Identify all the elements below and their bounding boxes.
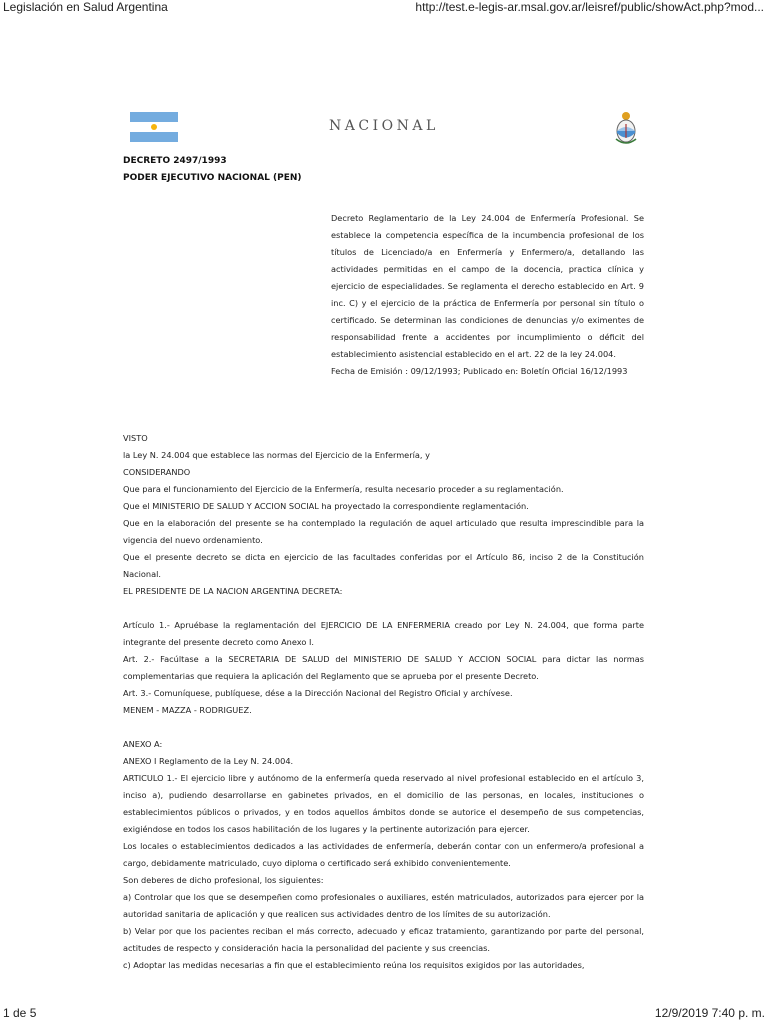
visto-text: la Ley N. 24.004 que establece las normas del Ejercicio de la Enfermería, y — [123, 450, 430, 460]
deber-a: a) Controlar que los que se desempeñen como profesionales o auxiliares, estén matriculados, autorizados para ejercer por la autoridad sanitaria de aplicación y que realicen sus actividades dentro de los límites de su autorización. — [123, 892, 644, 919]
article-1: Artículo 1.- Apruébase la reglamentación del EJERCICIO DE LA ENFERMERIA creado por Ley N. 24.004, que forma parte integrante del presente decreto como Anexo I. — [123, 620, 644, 647]
page-number: 1 de 5 — [3, 1006, 37, 1020]
decree-issuer: PODER EJECUTIVO NACIONAL (PEN) — [123, 173, 302, 183]
signatures: MENEM - MAZZA - RODRIGUEZ. — [123, 705, 252, 715]
summary-text: Decreto Reglamentario de la Ley 24.004 de Enfermería Profesional. Se establece la competencia específica de la incumbencia profesional de los títulos de Licenciado/a en Enfermería y Enfermero/a, detallando las actividades permitidas en el campo de la docencia, practica clínica y ejercicio de especialidades. Se reglamenta el derecho establecido en Art. 9 inc. C) y el ejercicio de la práctica de Enfermería por personal sin título o certificado. Se determinan las condiciones de denuncias y/o eximentes de responsabilidad frente a accidentes por incumplimiento o déficit del establecimiento asistencial establecido en el art. 22 de la ley 24.004. — [331, 213, 644, 359]
deber-c: c) Adoptar las medidas necesarias a fin que el establecimiento reúna los requisitos exigidos por las autoridades, — [123, 960, 585, 970]
locales-paragraph: Los locales o establecimientos dedicados a las actividades de enfermería, deberán contar con un enfermero/a profesional a cargo, debidamente matriculado, cuyo diploma o certificado será exhibido convenientemente. — [123, 841, 644, 868]
print-footer — [0, 1006, 768, 1022]
decree-body — [123, 430, 644, 974]
considerando-1: Que para el funcionamiento del Ejercicio de la Enfermería, resulta necesario proceder a su reglamentación. — [123, 484, 564, 494]
considerando-4: Que el presente decreto se dicta en ejercicio de las facultades conferidas por el Artículo 86, inciso 2 de la Constitución Nacional. — [123, 552, 644, 579]
decree-block — [123, 153, 302, 187]
print-header — [0, 0, 768, 16]
argentina-flag-icon — [130, 112, 178, 142]
nacional-heading: NACIONAL — [329, 118, 439, 134]
decree-number: DECRETO 2497/1993 — [123, 156, 227, 166]
deber-b: b) Velar por que los pacientes reciban el más correcto, adecuado y eficaz tratamiento, garantizando por parte del personal, actitudes de respecto y consideración hacia la personalidad del paciente y sus creencias. — [123, 926, 644, 953]
print-datetime: 12/9/2019 7:40 p. m. — [654, 1006, 765, 1020]
article-2: Art. 2.- Facúltase a la SECRETARIA DE SALUD del MINISTERIO DE SALUD Y ACCION SOCIAL para dictar las normas complementarias que requiera la aplicación del Reglamento que se aprueba por el presente Decreto. — [123, 654, 644, 681]
print-title: Legislación en Salud Argentina — [3, 0, 168, 14]
anexo-i-heading: ANEXO I Reglamento de la Ley N. 24.004. — [123, 756, 294, 766]
anexo-a-heading: ANEXO A: — [123, 739, 163, 749]
summary-dates: Fecha de Emisión : 09/12/1993; Publicado en: Boletín Oficial 16/12/1993 — [331, 366, 628, 376]
visto-heading: VISTO — [123, 433, 148, 443]
considerando-heading: CONSIDERANDO — [123, 467, 191, 477]
anexo-article-1: ARTICULO 1.- El ejercicio libre y autónomo de la enfermería queda reservado al nivel profesional establecido en el artículo 3, inciso a), pudiendo desarrollarse en gabinetes privados, en el domicilio de las personas, en locales, instituciones o establecimientos públicos o privados, y en todos aquellos ámbitos donde se autorice el desempeño de sus competencias, exigiéndose en todos los casos habilitación de los lugares y la pertinente autorización para ejercer. — [123, 773, 644, 834]
considerando-3: Que en la elaboración del presente se ha contemplado la regulación de aquel articulado que resulta imprescindible para la vigencia del nuevo ordenamiento. — [123, 518, 644, 545]
print-url: http://test.e-legis-ar.msal.gov.ar/leisref/public/showAct.php?mod... — [415, 0, 764, 14]
decree-summary — [331, 210, 644, 380]
article-3: Art. 3.- Comuníquese, publíquese, dése a la Dirección Nacional del Registro Oficial y archívese. — [123, 688, 513, 698]
deberes-heading: Son deberes de dicho profesional, los siguientes: — [123, 875, 324, 885]
considerando-2: Que el MINISTERIO DE SALUD Y ACCION SOCIAL ha proyectado la correspondiente reglamentación. — [123, 501, 529, 511]
decreta-heading: EL PRESIDENTE DE LA NACION ARGENTINA DECRETA: — [123, 586, 343, 596]
coat-of-arms-icon — [613, 111, 639, 145]
